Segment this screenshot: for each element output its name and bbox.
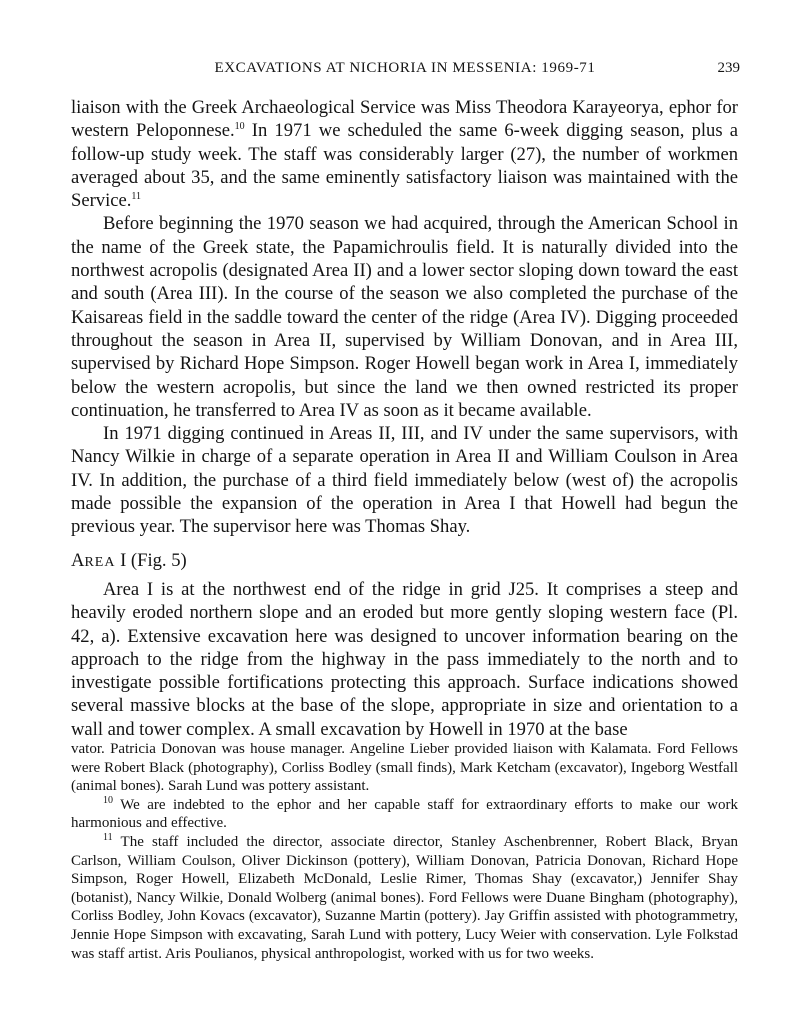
section-heading-smallcaps: REA bbox=[84, 554, 116, 570]
paragraph: In 1971 digging continued in Areas II, III, and IV under the same supervisors, with Nancy Wilkie in charge of a separate operation in Area II and William Coulson in Area IV. In addition, the purchase of a third field immediately below (west of) the acropolis made possible the expansion of the operation in Area I that Howell had begun the previous year. The supervisor here was Thomas Shay. bbox=[71, 423, 738, 538]
paragraph: Area I is at the northwest end of the ridge in grid J25. It comprises a steep and heavily eroded northern slope and an eroded but more gently sloping western face (Pl. 42, a). Extensive excavation here was designed to uncover information bearing on the approach to the ridge from the highway in the pass immediately to the north and to investigate possible fortifications protecting this approach. Surface indications showed several massive blocks at the base of the slope, appropriate in size and orientation to a wall and tower complex. A small excavation by Howell in 1970 at the base bbox=[71, 578, 738, 740]
footnote bbox=[71, 833, 738, 963]
main-text bbox=[71, 96, 738, 741]
footnote-mark: 11 bbox=[103, 831, 113, 843]
page-number: 239 bbox=[717, 60, 740, 76]
section-heading bbox=[71, 549, 738, 574]
footnote-ref: 10 bbox=[234, 121, 245, 133]
footnote-text: The staff included the director, associate director, Stanley Aschenbrenner, Robert Black, Bryan Carlson, William Coulson, Oliver Dickinson (pottery), William Donovan, Patricia Donovan, Richard Hope Simpson, Roger Howell, Elizabeth McDonald, Leslie Rimer, Thomas Shay (excavator,) Jennifer Shay (botanist), Nancy Wilkie, Donald Wolberg (animal bones). Ford Fellows were Duane Bingham (photography), Corliss Bodley, John Kovacs (excavator), Suzanne Martin (pottery). Jay Griffin assisted with photogrammetry, Jennie Hope Simpson with excavating, Sarah Lund with pottery, Lucy Weier with conservation. Lyle Folkstad was staff artist. Aris Poulianos, physical anthropologist, worked with us for two weeks. bbox=[71, 833, 738, 962]
footnote-text: We are indebted to the ephor and her capable staff for extraordinary efforts to make our work harmonious and effective. bbox=[71, 796, 738, 832]
footnote-ref: 11 bbox=[131, 191, 142, 202]
paragraph-continued bbox=[71, 96, 738, 212]
paragraph-text: In 1971 we scheduled the same 6-week digging season, plus a follow-up study week. The staff was considerably larger (27), the number of workmen averaged about 35, and the same eminently satisfactory liaison was maintained with the Service. bbox=[71, 120, 739, 212]
section-heading-rest: I (Fig. 5) bbox=[115, 549, 187, 571]
footnote-continued: vator. Patricia Donovan was house manager. Angeline Lieber provided liaison with Kalamata. Ford Fellows were Robert Black (photography), Corliss Bodley (small finds), Mark Ketcham (excavator), Ingeborg Westfall (animal bones). Sarah Lund was pottery assistant. bbox=[71, 741, 738, 795]
paragraph-text: liaison with the Greek Archaeological Service was Miss Theodora Karayeorya, ephor for western Peloponnese. bbox=[71, 97, 738, 142]
running-title: EXCAVATIONS AT NICHORIA IN MESSENIA: 1969-71 bbox=[214, 60, 596, 76]
section-heading-initial: A bbox=[71, 549, 85, 571]
paragraph: Before beginning the 1970 season we had acquired, through the American School in the name of the Greek state, the Papamichroulis field. It is naturally divided into the northwest acropolis (designated Area II) and a lower sector sloping down toward the east and south (Area III). In the course of the season we also completed the purchase of the Kaisareas field in the saddle toward the center of the ridge (Area IV). Digging proceeded throughout the season in Area II, supervised by William Donovan, and in Area III, supervised by Richard Hope Simpson. Roger Howell began work in Area I, immediately below the western acropolis, but since the land we then owned restricted its proper continuation, he transferred to Area IV as soon as it became available. bbox=[71, 213, 738, 421]
footnote-mark: 10 bbox=[103, 794, 113, 806]
footnotes bbox=[71, 740, 738, 963]
footnote bbox=[71, 796, 738, 833]
running-header bbox=[70, 60, 740, 82]
